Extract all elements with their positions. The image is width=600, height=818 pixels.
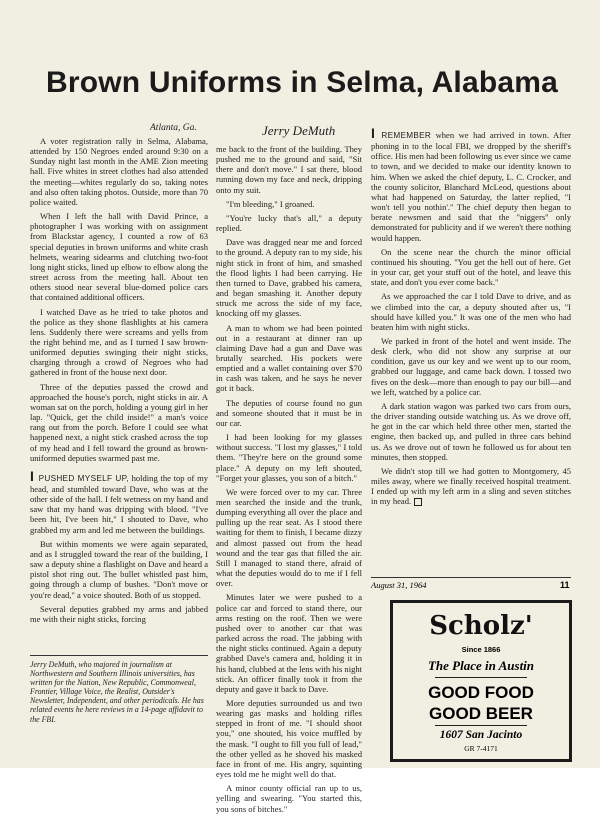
ad-line-beer: GOOD BEER — [429, 704, 533, 723]
article-title: Brown Uniforms in Selma, Alabama — [45, 66, 559, 99]
paragraph: A man to whom we had been pointed out in a restaurant at dinner ran up claiming Dave had a gun and Dave was brutally searched. His pockets were emptied and a wallet containing over $70 in cash was taken, and he says he never got it back. — [216, 322, 362, 394]
paragraph: But within moments we were again separated, and as I struggled toward the rear of the building, I saw a deputy shine a flashlight on Dave and heard a pistol shot ring out. The bullet whistled past him, going through a clump of bushes. "Don't move or you're dead," a voice shouted. Both of us stopped. — [30, 538, 208, 600]
ad-divider — [435, 677, 527, 678]
paragraph: As we approached the car I told Dave to drive, and as we climbed into the car, a deputy shouted after us, "I should have killed you." It was one of the men who had beaten him with night sticks. — [371, 291, 571, 332]
paragraph: A dark station wagon was parked two cars from ours, the driver standing outside watching us. As we drove off, he got in the car which held three other men, started the engine, then backed up, and pulled in three cars behind us. As we drove out of town he followed us for about ten minutes, then stopped. — [371, 400, 571, 462]
ad-address: 1607 San Jacinto — [439, 729, 523, 741]
paragraph: When I left the hall with David Prince, a photographer I was working with on assignment from Blackstar agency, I counted a row of 63 special deputies in brown uniforms and white crash helmets, wearing sidearms and clutching two-foot long night sticks, lined up elbow to elbow along the street across from the meeting hall. About ten others stood near several blue-domed police cars that contained additional officers. — [30, 211, 208, 303]
ad-since: Since 1866 — [461, 645, 501, 654]
author-bio: Jerry DeMuth, who majored in journalism at Northwestern and Southern Illinois universities, has written for the Nation, New Republic, Commonweal, Frontier, Village Voice, the Realist, Outsider's Newsletter, Independent, and other periodicals. He has related events he here reviews in a 14-page affidavit to the FBI. — [30, 655, 208, 724]
paragraph: We were forced over to my car. Three men searched the inside and the trunk, dumping everything all over the place and pulling up the rear seat. As I stood there waiting for them to finish, I became dizzy and almost passed out from the head wound and the tear gas that filled the air. Still I managed to stand there, afraid of what the deputies would do to me if I fell over. — [216, 486, 362, 589]
paragraph: Minutes later we were pushed to a police car and forced to stand there, our arms resting on the roof. Then we were pushed over to another car that was parked across the road. The jabbing with the night sticks continued. Again a deputy grabbed Dave's camera and, holding it in his hand, clubbed at the lens with his night stick. An officer finally took it from the deputy and gave it back to Dave. — [216, 592, 362, 694]
article-column-1 — [30, 136, 208, 628]
paragraph: On the scene near the church the minor official continued his shouting. "You get the hell out of here. Get in your car, get your stuff out of the hotel, and leave this state, and don't you ever come back." — [371, 246, 571, 288]
small-caps-lead: PUSHED MYSELF UP, — [38, 473, 129, 483]
issue-date: August 31, 1964 — [371, 580, 427, 590]
ad-line-food: GOOD FOOD — [428, 683, 534, 702]
footer-divider — [371, 577, 571, 578]
ad-divider — [435, 725, 527, 726]
ad-brand-name: Scholz' — [429, 611, 533, 641]
paragraph: me back to the front of the building. They pushed me to the ground and said, "Sit there and don't move." I sat there, blood running down my face and neck, dripping onto my suit. — [216, 144, 362, 195]
page-number: 11 — [560, 580, 570, 590]
article-column-2 — [216, 144, 362, 818]
end-of-article-icon — [414, 498, 422, 506]
paragraph: The deputies of course found no gun and someone shouted that it must be in our car. — [216, 397, 362, 428]
paragraph: I watched Dave as he tried to take photos and the police as they shone flashlights at his camera lens. Suddenly there were screams and yells from the right behind me, and as I turned I saw brown-uniformed deputies swinging their night sticks, charging through a crowd of Negroes who had gathered in front of the house next door. — [30, 306, 208, 378]
paragraph: More deputies surrounded us and two wearing gas masks and holding rifles stepped in front of me. "I should shoot you," one shouted, his voice muffled by the mask. "I ought to fill you full of lead," the other yelled as he shoved his masked face in front of me. His angry, squinting eyes told me he might well do that. — [216, 697, 362, 780]
paragraph — [371, 466, 571, 507]
ad-tagline: The Place in Austin — [427, 658, 535, 673]
paragraph: Dave was dragged near me and forced to the ground. A deputy ran to my side, his night stick in front of him, and smashed the flood lights I had been carrying. He then turned to Dave, grabbed his camera, and began smashing it. Another deputy struck me across the side of my face, knocking off my glasses. — [216, 237, 362, 319]
paragraph-text: We didn't stop till we had gotten to Montgomery, 45 miles away, where we finally received hospital treatment. I ended up with my left arm in a sling and seven stitches in my head. — [371, 465, 571, 507]
paragraph: A voter registration rally in Selma, Alabama, attended by 150 Negroes ended around 9:30 on a Sunday night last month in the AME Zion meeting hall. Five whites in street clothes had also attended the meeting—whites regularly do so, taking notes and also often taking photos. Outside, more than 70 police waited. — [30, 136, 208, 207]
small-caps-lead: REMEMBER — [381, 131, 432, 140]
article-column-3 — [371, 125, 572, 510]
paragraph: We parked in front of the hotel and went inside. The desk clerk, who did not show any surprise at our condition, gave us our key and we went up to our room, grabbed our luggage, and came back down. I tossed two fives on the desk—more than enough to pay our bill—and we left, watched by a police car. — [371, 335, 571, 397]
ad-phone: GR 7-4171 — [464, 744, 498, 753]
paragraph: Three of the deputies passed the crowd and approached the house's porch, night sticks in air. A woman sat on the porch, holding a young girl in her lap. "Quick, get the child inside!" a man's voice rang out from the porch. Before I could see what happened next, a night stick crashed across the top of my head and I fell toward the ground as brown-uniformed deputies swarmed past me. — [30, 381, 208, 463]
paragraph: "I'm bleeding," I groaned. — [226, 198, 315, 209]
section-opening-paragraph — [30, 467, 208, 535]
drop-cap: I — [371, 125, 375, 141]
paragraph: A minor county official ran up to us, yelling and swearing. "You started this, you sons of bitches." — [216, 783, 362, 814]
paragraph-text: holding the top of my head, and stumbled toward Dave, who was at the other side of the hall. I felt wetness on my hand and saw that my hand was dripping with blood. "I've been hit, I've been hit," I shouted to Dave, who grabbed my arm and led me between the buildings. — [30, 472, 208, 535]
drop-cap: I — [30, 467, 34, 484]
section-opening-paragraph — [371, 125, 572, 243]
paragraph: Several deputies grabbed my arms and jabbed me with their night sticks, forcing — [30, 603, 208, 624]
dateline: Atlanta, Ga. — [150, 123, 197, 133]
byline: Jerry DeMuth — [262, 123, 336, 138]
paragraph: "You're lucky that's all," a deputy replied. — [216, 212, 362, 234]
paragraph: I had been looking for my glasses without success. "I lost my glasses," I told them. "They're here on the ground some place." A deputy on my left shouted, "Forget your glasses, you son of a bitch." — [216, 432, 362, 483]
scholz-advertisement — [390, 600, 572, 762]
paragraph-text: when we had arrived in town. After phoning in to the local FBI, we dropped by the sheriff's office. His men had been following us ever since we came to town, and we decided to make our identity known to him. When we asked the chief deputy, L. C. Crocker, and the county solicitor, Blanchard McLeod, questions about what had happened on Saturday, the latter replied, "I won't tell you nothin'." The chief deputy then began to berate newsmen and said that the "niggers" only demonstrated for publicity and if we weren't there nothing would happen. — [371, 130, 572, 243]
